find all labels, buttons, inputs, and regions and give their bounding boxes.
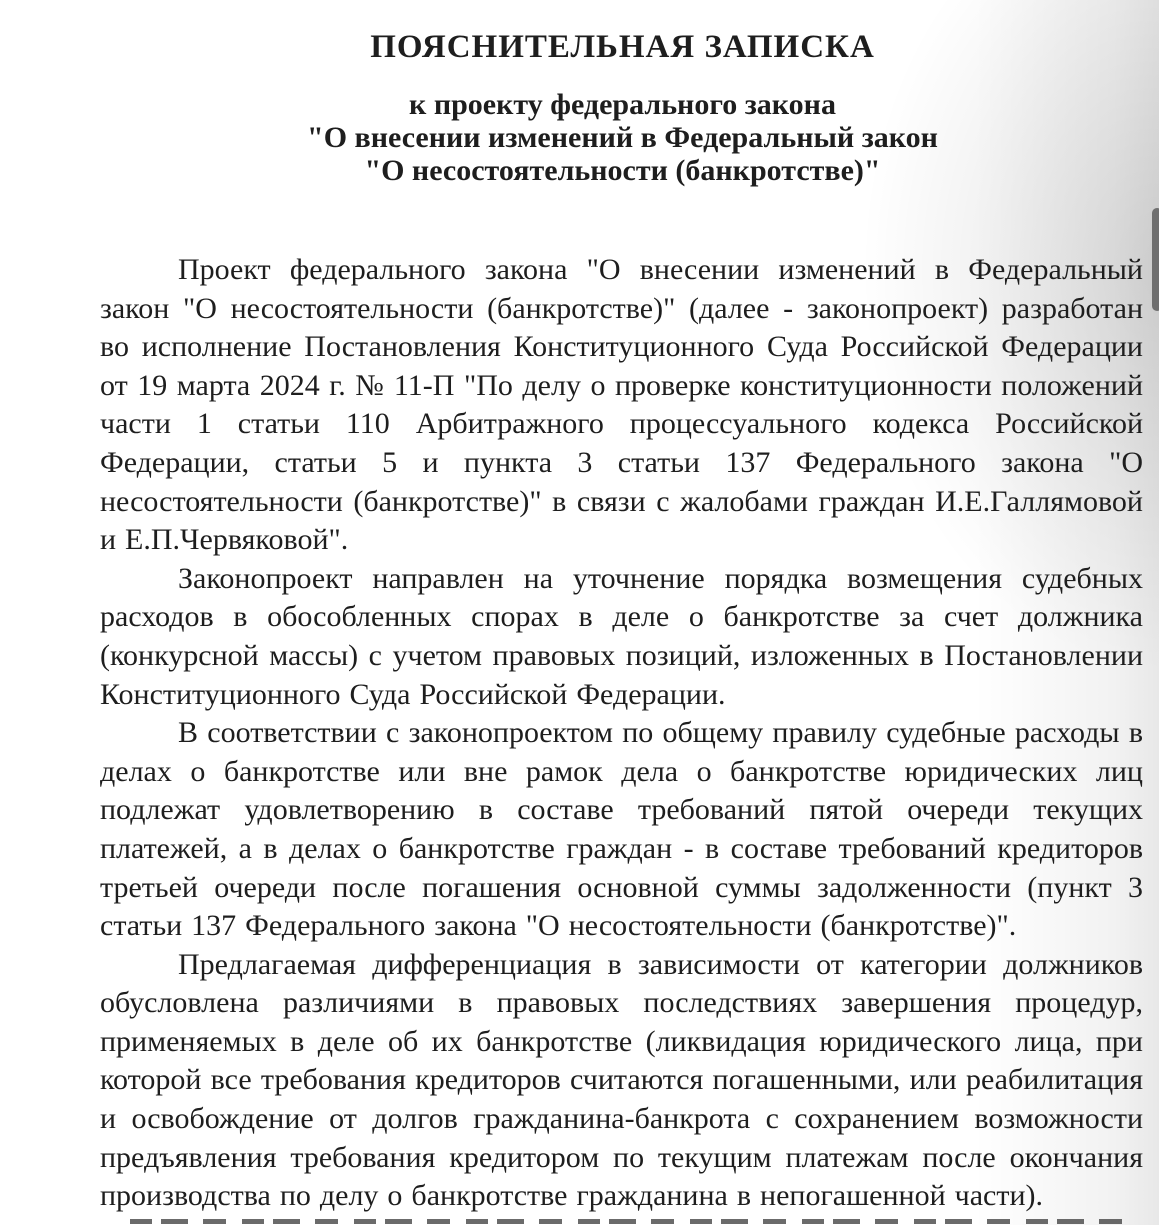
body-paragraph-3: В соответствии с законопроектом по общему правилу судебные расходы в делах о банкротстве или вне рамок дела о банкротстве юридических лиц подлежат удовлетворению в составе требований пятой очереди текущих платежей, а в делах о банкротстве граждан - в составе требований кредиторов третьей очереди после погашения основной суммы задолженности (пункт 3 статьи 137 Федерального закона "О несостоятельности (банкротстве)". (100, 716, 1143, 943)
subtitle-line-3: "О несостоятельности (банкротстве)" (364, 154, 881, 187)
partial-next-line-fragment (130, 1219, 1137, 1224)
body-paragraph-2: Законопроект направлен на уточнение порядка возмещения судебных расходов в обособленных спорах в деле о банкротстве за счет должника (конкурсной массы) с учетом правовых позиций, изложенных в Постановлении Конституционного Суда Российской Федерации. (100, 561, 1143, 711)
document-title: ПОЯСНИТЕЛЬНАЯ ЗАПИСКА (370, 29, 875, 65)
scrollbar-thumb[interactable] (1152, 208, 1159, 311)
subtitle-line-2: "О внесении изменений в Федеральный закон (307, 121, 938, 154)
body-paragraph-4: Предлагаемая дифференциация в зависимости от категории должников обусловлена различиями в правовых последствиях завершения процедур, применяемых в деле об их банкротстве (ликвидация юридического лица, при которой все требования кредиторов считаются погашенными, или реабилитация и освобождение от долгов гражданина-банкрота с сохранением возможности предъявления требования кредитором по текущим платежам после окончания производства по делу о банкротстве гражданина в непогашенной части). (100, 947, 1143, 1213)
subtitle-line-1: к проекту федерального закона (409, 88, 836, 121)
document-body (100, 251, 1143, 1224)
body-paragraph-1: Проект федерального закона "О внесении изменений в Федеральный закон "О несостоятельности (банкротстве)" (далее - законопроект) разработан во исполнение Постановления Конституционного Суда Российской Федерации от 19 марта 2024 г. № 11-П "По делу о проверке конституционности положений части 1 статьи 110 Арбитражного процессуального кодекса Российской Федерации, статьи 5 и пункта 3 статьи 137 Федерального закона "О несостоятельности (банкротстве)" в связи с жалобами граждан И.Е.Галлямовой и Е.П.Червяковой". (100, 253, 1143, 557)
document-subtitle (100, 88, 1145, 187)
